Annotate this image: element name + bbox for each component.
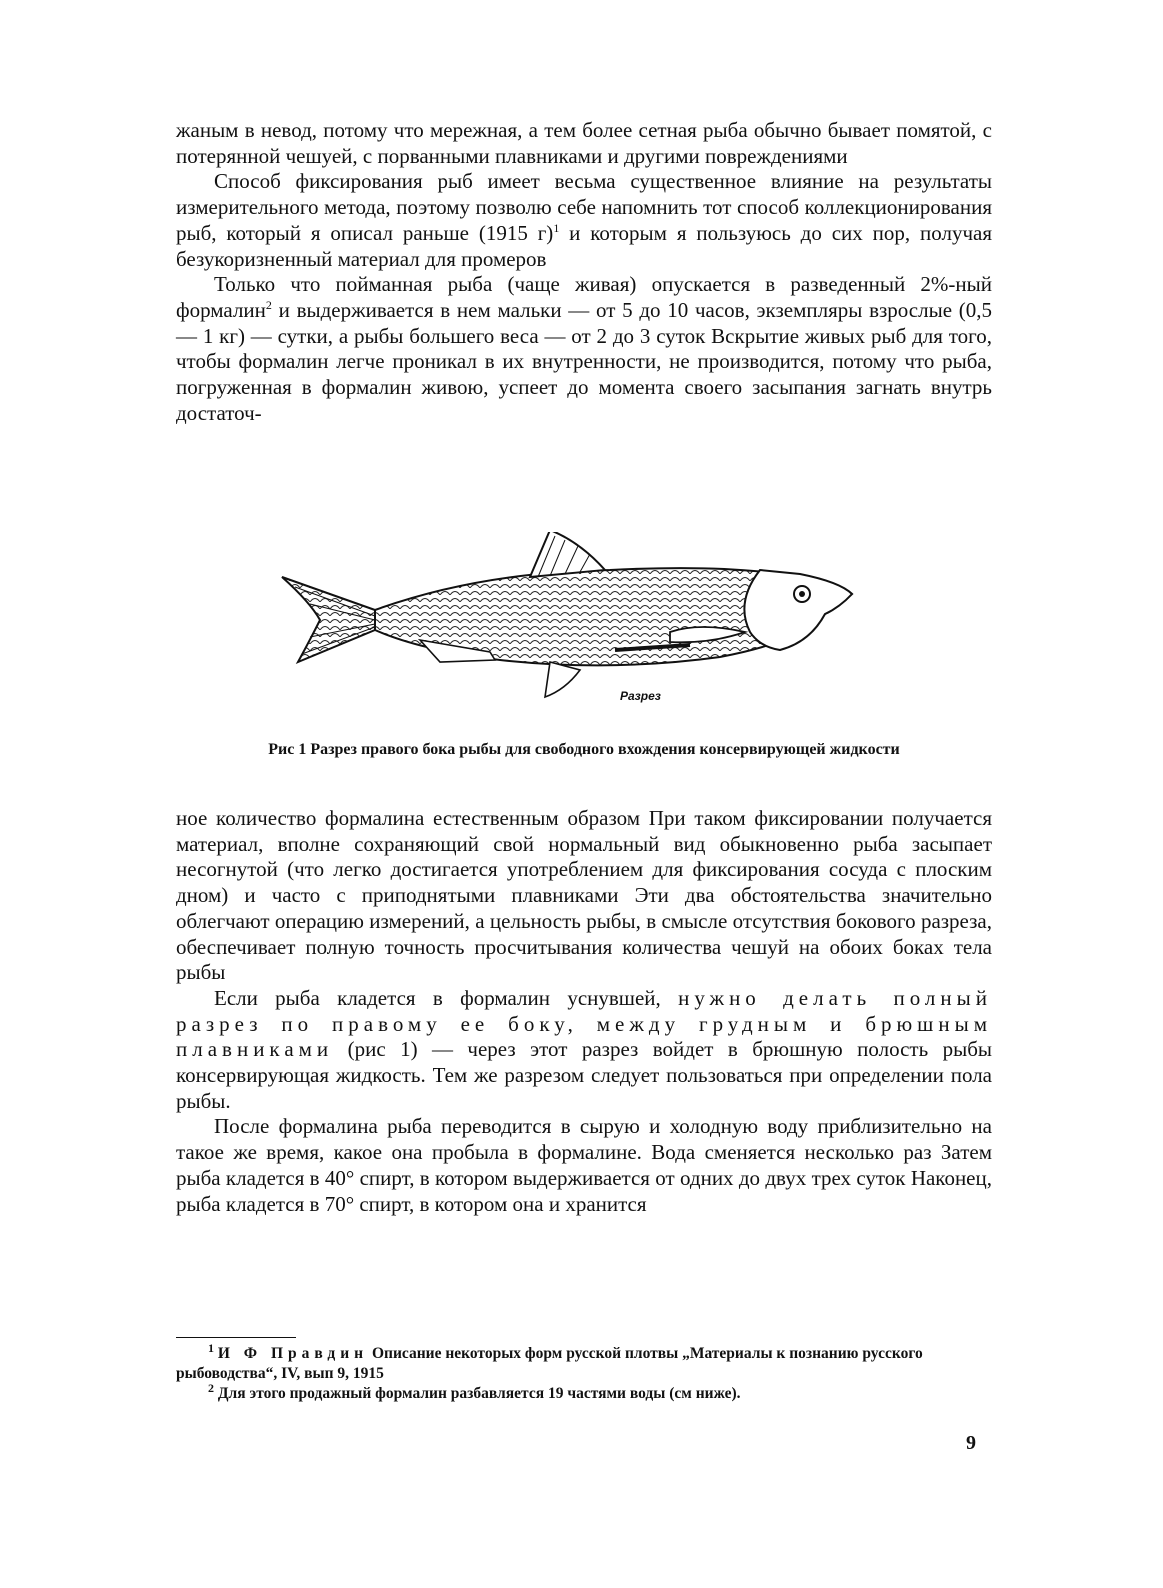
- footnote-author: И Ф Правдин: [217, 1345, 369, 1362]
- page-number: 9: [966, 1432, 976, 1454]
- paragraph: [176, 272, 992, 426]
- text-block-bottom: [176, 806, 992, 1217]
- paragraph: ное количество формалина естественным образом При таком фиксировании получается материал, вполне сохраняющий свой нормальный вид обыкновенно рыба засыпает несогнутой (что легко достигается употреблением для фиксирования сосуда с плоским дном) и часто с приподнятыми плавниками Эти два обстоятельства значительно облегчают операцию измерений, а цельность рыбы, в смысле отсутствия бокового разреза, обеспечивает полную точность просчитывания количества чешуй на обоих боках тела рыбы: [176, 806, 992, 985]
- footnote-mark: 2: [265, 297, 272, 312]
- paragraph-text: Способ фиксирования рыб имеет весьма существенное влияние на результаты измерительного метода, поэтому позволю себе напомнить тот способ коллекционирования рыб, который я описал раньше (1915 г): [176, 169, 992, 245]
- tail-fin-icon: [282, 577, 375, 662]
- figure-label: Разрез: [620, 689, 661, 703]
- paragraph: После формалина рыба переводится в сырую и холодную воду приблизительно на такое же время, какое она пробыла в формалине. Вода сменяется несколько раз Затем рыба кладется в 40° спирт, в котором выдерживается от одних до двух трех суток Наконец, рыба кладется в 70° спирт, в котором она и хранится: [176, 1114, 992, 1216]
- footnote: [176, 1340, 992, 1384]
- footnote: [176, 1380, 992, 1404]
- footnote-rule: [176, 1337, 296, 1338]
- ventral-fin-icon: [545, 662, 580, 697]
- paragraph: жаным в невод, потому что мережная, а тем более сетная рыба обычно бывает помятой, с потерянной чешуей, с порванными плавниками и другими повреждениями: [176, 118, 992, 168]
- paragraph-text: и выдерживается в нем мальки — от 5 до 10 часов, экземпляры взрослые (0,5 — 1 кг) — сутки, а рыбы большего веса — от 2 до 3 суток Вскрытие живых рыб для того, чтобы формалин легче проникал в их внутренности, не производится, потому что рыба, погруженная в формалин живою, успеет до момента своего засыпания загнать внутрь достаточ-: [176, 297, 992, 425]
- text-block-top: [176, 118, 992, 426]
- paragraph-text: Только что пойманная рыба (чаще живая) опускается в разведенный 2%-ный формалин: [176, 272, 992, 322]
- paragraph-text: (рис 1) — через этот разрез войдет в брюшную полость рыбы консервирующая жидкость. Тем же разрезом следует пользоваться при определении пола рыбы.: [176, 1037, 992, 1113]
- fish-head-icon: [744, 570, 852, 650]
- footnote-mark: 1: [553, 220, 560, 235]
- footnote-mark: 2: [208, 1380, 214, 1395]
- paragraph-text: и которым я пользуюсь до сих пор, получая безукоризненный материал для промеров: [176, 220, 993, 271]
- footnote-text: Для этого продажный формалин разбавляется 19 частями воды (см ниже).: [214, 1385, 741, 1402]
- footnote-mark: 1: [208, 1340, 214, 1355]
- footnote-text: Описание некоторых форм русской плотвы „Материалы к познанию русского рыбоводства“, IV, вып 9, 1915: [176, 1345, 923, 1382]
- spaced-emphasis: нужно делать полный разрез по правому ее боку, между грудным и брюшным плавниками: [176, 985, 992, 1062]
- paragraph-text: Если рыба кладется в формалин уснувшей,: [214, 985, 679, 1010]
- fish-illustration: [280, 532, 860, 712]
- footnotes: [176, 1340, 992, 1404]
- paragraph: [176, 986, 992, 1115]
- figure-caption: Рис 1 Разрез правого бока рыбы для свободного вхождения консервирующей жидкости: [268, 741, 900, 758]
- paragraph: [176, 169, 992, 272]
